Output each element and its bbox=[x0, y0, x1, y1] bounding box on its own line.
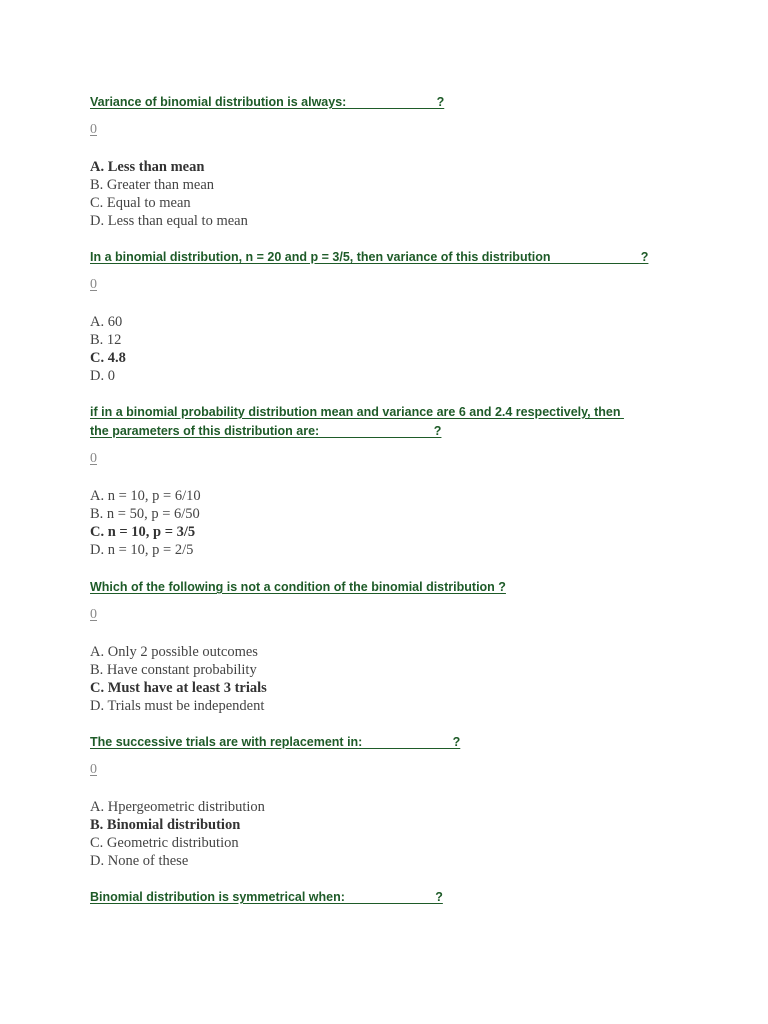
answer-count-link[interactable]: 0 bbox=[90, 762, 97, 777]
option-a: A. Less than mean bbox=[90, 159, 205, 175]
question-text: The successive trials are with replacement in: ? bbox=[90, 735, 461, 749]
option-c: C. Geometric distribution bbox=[90, 835, 239, 851]
option-c: C. 4.8 bbox=[90, 350, 126, 366]
option-d: D. None of these bbox=[90, 853, 189, 869]
option-d: D. n = 10, p = 2/5 bbox=[90, 542, 194, 558]
question-text: Variance of binomial distribution is always: ? bbox=[90, 95, 445, 109]
question-block-6 bbox=[90, 888, 690, 907]
options-list bbox=[90, 158, 690, 230]
option-b: B. Greater than mean bbox=[90, 177, 215, 193]
question-text: In a binomial distribution, n = 20 and p = 3/5, then variance of this distribution ? bbox=[90, 250, 649, 264]
option-b: B. n = 50, p = 6/50 bbox=[90, 506, 200, 522]
question-text: Binomial distribution is symmetrical when: ? bbox=[90, 890, 443, 904]
option-c: C. Must have at least 3 trials bbox=[90, 680, 267, 696]
options-list bbox=[90, 798, 690, 870]
question-text: if in a binomial probability distribution mean and variance are 6 and 2.4 respectively, then the parameters of this distribution are: ? bbox=[90, 405, 624, 438]
options-list bbox=[90, 487, 635, 559]
option-d: D. 0 bbox=[90, 368, 115, 384]
answer-count-link[interactable]: 0 bbox=[90, 277, 97, 292]
question-block-1 bbox=[90, 93, 690, 230]
option-a: A. n = 10, p = 6/10 bbox=[90, 488, 201, 504]
option-a: A. Hpergeometric distribution bbox=[90, 799, 265, 815]
option-d: D. Less than equal to mean bbox=[90, 213, 248, 229]
option-b: B. 12 bbox=[90, 332, 122, 348]
question-block-5 bbox=[90, 733, 690, 870]
option-c: C. Equal to mean bbox=[90, 195, 191, 211]
answer-count-link[interactable]: 0 bbox=[90, 607, 97, 622]
answer-count-link[interactable]: 0 bbox=[90, 451, 97, 466]
option-b: B. Binomial distribution bbox=[90, 817, 241, 833]
answer-count-link[interactable]: 0 bbox=[90, 122, 97, 137]
question-block-2 bbox=[90, 248, 650, 385]
option-b: B. Have constant probability bbox=[90, 662, 257, 678]
question-text: Which of the following is not a condition of the binomial distribution ? bbox=[90, 580, 506, 594]
option-d: D. Trials must be independent bbox=[90, 698, 265, 714]
question-block-3 bbox=[90, 403, 635, 559]
option-a: A. Only 2 possible outcomes bbox=[90, 644, 258, 660]
options-list bbox=[90, 313, 650, 385]
option-a: A. 60 bbox=[90, 314, 123, 330]
options-list bbox=[90, 643, 690, 715]
question-block-4 bbox=[90, 578, 690, 715]
option-c: C. n = 10, p = 3/5 bbox=[90, 524, 196, 540]
